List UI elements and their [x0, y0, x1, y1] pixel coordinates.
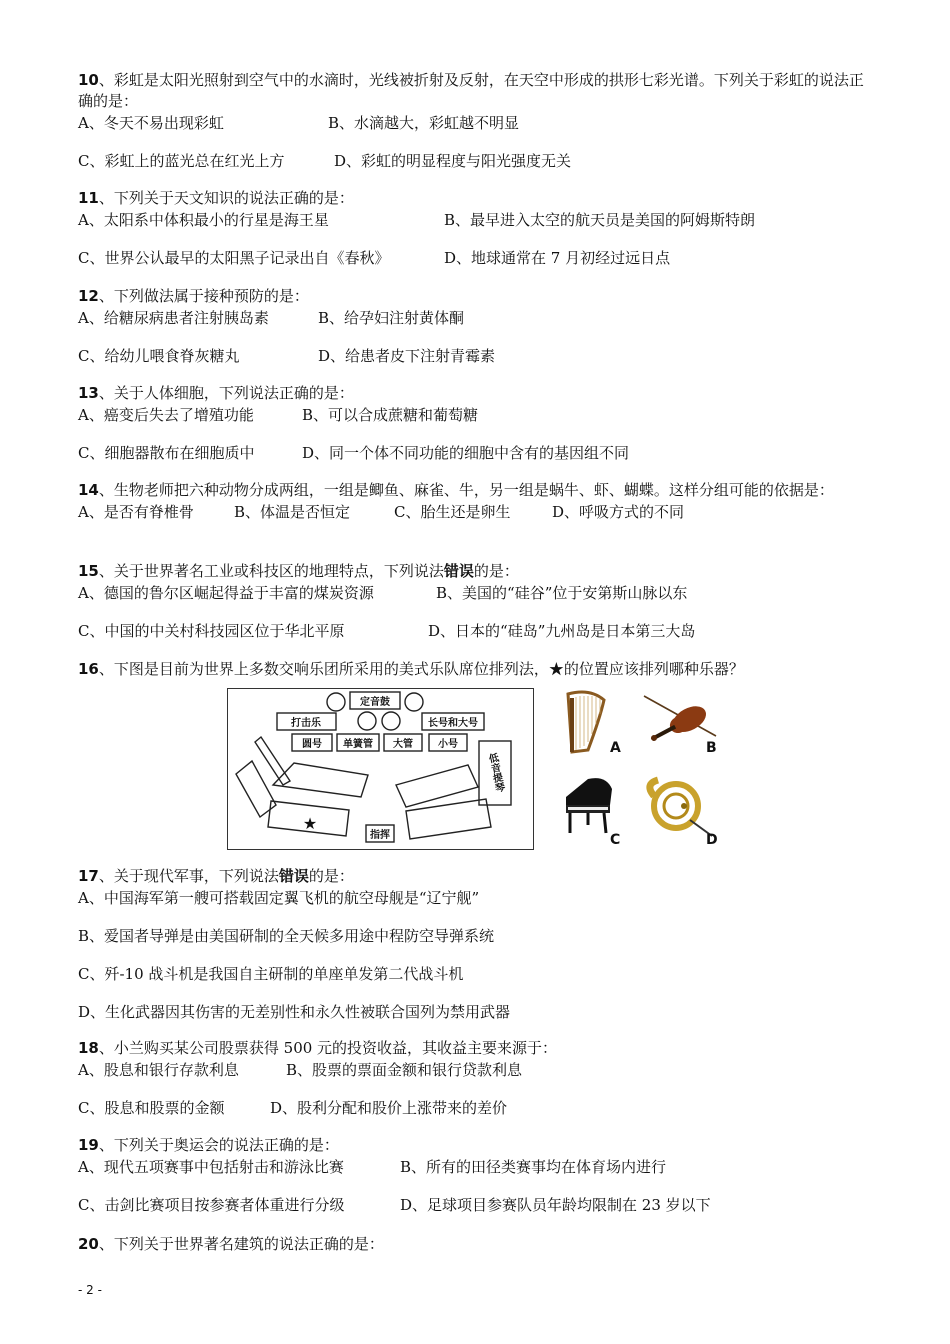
- option-c: C、细胞器散布在细胞质中: [78, 444, 255, 462]
- question-stem: 17、关于现代军事，下列说法错误的是：: [78, 867, 354, 885]
- option-letter-c: C: [610, 832, 621, 848]
- question-stem: 19、下列关于奥运会的说法正确的是：: [78, 1136, 339, 1154]
- option-a: A、给糖尿病患者注射胰岛素: [78, 309, 269, 327]
- option-c: C、歼-10 战斗机是我国自主研制的单座单发第二代战斗机: [78, 965, 464, 983]
- question-number: 20: [78, 1235, 99, 1253]
- option-b: B、股票的票面金额和银行贷款利息: [286, 1061, 523, 1079]
- option-b: B、可以合成蔗糖和葡萄糖: [302, 406, 479, 424]
- option-letter-d: D: [706, 832, 718, 848]
- question-stem: 10、彩虹是太阳光照射到空气中的水滴时，光线被折射及反射，在天空中形成的拱形七彩光谱。下列关于彩虹的说法正确的是：: [78, 71, 864, 110]
- option-a: A、现代五项赛事中包括射击和游泳比赛: [78, 1158, 344, 1176]
- page-number: - 2 -: [78, 1283, 102, 1297]
- options-row: [78, 307, 878, 329]
- option-a: A、冬天不易出现彩虹: [78, 114, 224, 132]
- timpani-drum: [358, 712, 376, 730]
- option-a: A、中国海军第一艘可搭载固定翼飞机的航空母舰是“辽宁舰”: [78, 889, 480, 907]
- option-a: A、股息和银行存款利息: [78, 1061, 239, 1079]
- option-d: D、给患者皮下注射青霉素: [318, 347, 496, 365]
- option-d: D、股利分配和股价上涨带来的差价: [270, 1099, 508, 1117]
- option-c: C、击剑比赛项目按参赛者体重进行分级: [78, 1196, 345, 1214]
- question-10: [78, 70, 878, 172]
- question-14: [78, 480, 878, 523]
- question-stem: 14、生物老师把六种动物分成两组，一组是鲫鱼、麻雀、牛，另一组是蜗牛、虾、蝴蝶。这样分组可能的依据是：: [78, 481, 834, 499]
- option-d: D、呼吸方式的不同: [552, 503, 685, 521]
- option-b: B、最早进入太空的航天员是美国的阿姆斯特朗: [444, 211, 756, 229]
- option-c: C、世界公认最早的太阳黑子记录出自《春秋》: [78, 249, 390, 267]
- option-c: C、给幼儿喂食脊灰糖丸: [78, 347, 240, 365]
- options-row: [78, 112, 878, 134]
- option-a: A、太阳系中体积最小的行星是海王星: [78, 211, 329, 229]
- option-d: D、同一个体不同功能的细胞中含有的基因组不同: [302, 444, 630, 462]
- question-15: [78, 561, 878, 642]
- question-20: [78, 1234, 878, 1255]
- question-number: 17: [78, 867, 99, 885]
- question-number: 16: [78, 660, 99, 678]
- strings-section-right-front: [406, 799, 491, 839]
- timpani-drum: [382, 712, 400, 730]
- horn-label: 圆号: [302, 739, 322, 750]
- options-row: [78, 209, 878, 231]
- percussion-label: 打击乐: [291, 718, 321, 729]
- option-a: A、是否有脊椎骨: [78, 503, 194, 521]
- option-b: B、美国的“硅谷”位于安第斯山脉以东: [436, 584, 688, 602]
- piano-icon: [560, 775, 620, 837]
- strings-section-left-thin: [255, 737, 290, 785]
- question-stem: 18、小兰购买某公司股票获得 500 元的投资收益，其收益主要来源于：: [78, 1039, 558, 1057]
- option-d: D、生化武器因其伤害的无差别性和永久性被联合国列为禁用武器: [78, 1003, 511, 1021]
- option-b: B、水滴越大，彩虹越不明显: [328, 114, 520, 132]
- question-11: [78, 188, 878, 269]
- timpani-drum: [327, 693, 345, 711]
- options-row: [78, 404, 878, 426]
- question-stem: 20、下列关于世界著名建筑的说法正确的是：: [78, 1235, 384, 1253]
- option-letter-b: B: [706, 740, 717, 756]
- timpani-label: 定音鼓: [360, 697, 390, 708]
- question-19: [78, 1135, 878, 1216]
- option-a: A、癌变后失去了增殖功能: [78, 406, 254, 424]
- orchestra-seating-diagram: [227, 688, 534, 850]
- question-stem: 12、下列做法属于接种预防的是：: [78, 287, 309, 305]
- options-row: [78, 1097, 878, 1119]
- star-marker: ★: [302, 814, 318, 833]
- option-b: B、所有的田径类赛事均在体育场内进行: [400, 1158, 667, 1176]
- question-stem: 15、关于世界著名工业或科技区的地理特点，下列说法错误的是：: [78, 562, 519, 580]
- tuba-trombone-label: 长号和大号: [428, 718, 478, 729]
- clarinet-label: 单簧管: [343, 739, 373, 750]
- option-b: B、给孕妇注射黄体酮: [318, 309, 465, 327]
- options-row: [78, 582, 878, 604]
- seating-svg: [228, 689, 533, 849]
- option-b: B、体温是否恒定: [234, 503, 351, 521]
- option-d: D、足球项目参赛队员年龄均限制在 23 岁以下: [400, 1196, 711, 1214]
- question-number: 10: [78, 71, 99, 89]
- options-row: [78, 620, 878, 642]
- options-row: [78, 501, 878, 523]
- question-stem: 13、关于人体细胞，下列说法正确的是：: [78, 384, 354, 402]
- question-16: [78, 659, 878, 680]
- options-row: [78, 1059, 878, 1081]
- question-number: 14: [78, 481, 99, 499]
- conductor-label: 指挥: [370, 830, 390, 841]
- violin-icon: [640, 690, 720, 745]
- emphasis-wrong: 错误: [443, 562, 474, 580]
- double-bass-label: 低音提琴: [485, 752, 505, 794]
- option-letter-a: A: [610, 740, 621, 756]
- strings-section-left-back: [273, 763, 368, 797]
- question-number: 15: [78, 562, 99, 580]
- option-d: D、地球通常在 7 月初经过远日点: [444, 249, 671, 267]
- option-c: C、彩虹上的蓝光总在红光上方: [78, 152, 285, 170]
- options-row: [78, 887, 878, 909]
- options-row: [78, 247, 878, 269]
- timpani-drum: [405, 693, 423, 711]
- option-d: D、彩虹的明显程度与阳光强度无关: [334, 152, 572, 170]
- options-row: [78, 1194, 878, 1216]
- question-number: 18: [78, 1039, 99, 1057]
- options-row: [78, 1001, 878, 1023]
- question-number: 11: [78, 189, 99, 207]
- option-c: C、胎生还是卵生: [394, 503, 511, 521]
- option-c: C、股息和股票的金额: [78, 1099, 225, 1117]
- question-number: 19: [78, 1136, 99, 1154]
- question-stem: 11、下列关于天文知识的说法正确的是：: [78, 189, 354, 207]
- question-stem: 16、下图是目前为世界上多数交响乐团所采用的美式乐队席位排列法，★的位置应该排列哪种乐器？: [78, 660, 744, 678]
- bassoon-label: 大管: [393, 739, 413, 750]
- question-17: [78, 866, 878, 1023]
- question-18: [78, 1038, 878, 1119]
- options-row: [78, 442, 878, 464]
- option-b: B、爱国者导弹是由美国研制的全天候多用途中程防空导弹系统: [78, 927, 495, 945]
- options-row: [78, 1156, 878, 1178]
- question-number: 12: [78, 287, 99, 305]
- options-row: [78, 963, 878, 985]
- option-a: A、德国的鲁尔区崛起得益于丰富的煤炭资源: [78, 584, 374, 602]
- emphasis-wrong: 错误: [278, 867, 309, 885]
- question-number: 13: [78, 384, 99, 402]
- options-row: [78, 345, 878, 367]
- options-row: [78, 150, 878, 172]
- strings-section-right-back: [396, 765, 478, 807]
- question-13: [78, 383, 878, 464]
- options-row: [78, 925, 878, 947]
- option-c: C、中国的中关村科技园区位于华北平原: [78, 622, 345, 640]
- option-d: D、日本的“硅岛”九州岛是日本第三大岛: [428, 622, 696, 640]
- question-12: [78, 286, 878, 367]
- trumpet-label: 小号: [438, 739, 458, 750]
